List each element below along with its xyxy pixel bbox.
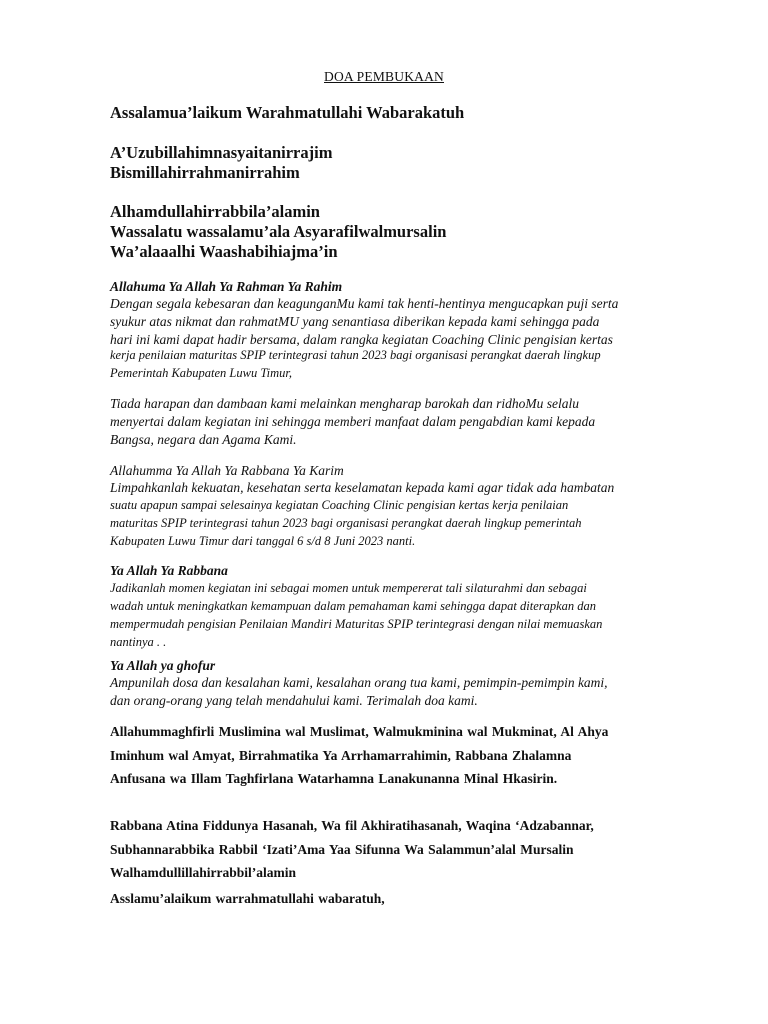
paragraph-line: wadah untuk meningkatkan kemampuan dalam pemahaman kami sehingga dapat diterapkan dan: [110, 599, 597, 613]
paragraph-line: Tiada harapan dan dambaan kami melainkan mengharap barokah dan ridhoMu selalu: [110, 396, 579, 411]
section1-paragraph-b: [110, 346, 694, 382]
basmalah-line: Bismillahirrahmanirrahim: [110, 163, 300, 182]
prayer-line: Walhamdullillahirrabbil’alamin: [110, 865, 297, 880]
section1-paragraph-a: [110, 295, 694, 349]
section2-paragraph: [110, 395, 694, 449]
paragraph-line: Ampunilah dosa dan kesalahan kami, kesalahan orang tua kami, pemimpin-pemimpin kami,: [110, 675, 608, 690]
section3-paragraph-a: [110, 479, 694, 497]
paragraph-line: Pemerintah Kabupaten Luwu Timur,: [110, 366, 292, 380]
hamdalah-line: Wa’alaaalhi Waashabihiajma’in: [110, 242, 338, 261]
section1-heading: Allahuma Ya Allah Ya Rahman Ya Rahim: [110, 279, 343, 294]
hamdalah-line: Wassalatu wassalamu’ala Asyarafilwalmursalin: [110, 222, 447, 241]
paragraph-line: menyertai dalam kegiatan ini sehingga memberi manfaat dalam pengabdian kami kepada: [110, 414, 596, 429]
paragraph-line: maturitas SPIP terintegrasi tahun 2023 bagi organisasi perangkat daerah lingkup pemerintah: [110, 516, 582, 530]
paragraph-line: Jadikanlah momen kegiatan ini sebagai momen untuk mempererat tali silaturahmi dan sebagai: [110, 581, 587, 595]
section4-paragraph: [110, 579, 694, 651]
paragraph-line: mempermudah pengisian Penilaian Mandiri Maturitas SPIP terintegrasi dengan nilai memuaskan: [110, 617, 603, 631]
paragraph-line: kerja penilaian maturitas SPIP terintegrasi tahun 2023 bagi organisasi perangkat daerah lingkup: [110, 348, 601, 362]
paragraph-line: nantinya . .: [110, 635, 167, 649]
paragraph-line: Limpahkanlah kekuatan, kesehatan serta keselamatan kepada kami agar tidak ada hambatan: [110, 480, 615, 495]
paragraph-line: suatu apapun sampai selesainya kegiatan Coaching Clinic pengisian kertas kerja penilaian: [110, 498, 569, 512]
section5-heading: Ya Allah ya ghofur: [110, 658, 216, 673]
section3-paragraph-b: [110, 496, 694, 550]
paragraph-line: hari ini kami dapat hadir bersama, dalam rangka kegiatan Coaching Clinic pengisian kertas: [110, 332, 613, 347]
section4-heading: Ya Allah Ya Rabbana: [110, 563, 228, 578]
hamdalah-block: [110, 202, 694, 262]
prayer-line: Allahummaghfirli Muslimina wal Muslimat, Walmukminina wal Mukminat, Al Ahya: [110, 724, 609, 739]
taawudz-line: A’Uzubillahimnasyaitanirrajim: [110, 143, 333, 162]
paragraph-line: Kabupaten Luwu Timur dari tanggal 6 s/d 8 Juni 2023 nanti.: [110, 534, 416, 548]
prayer-line: Iminhum wal Amyat, Birrahmatika Ya Arrhamarrahimin, Rabbana Zhalamna: [110, 747, 572, 763]
prayer-line: Subhannarabbika Rabbil ‘Izati’Ama Yaa Sifunna Wa Salammun’alal Mursalin: [110, 841, 574, 857]
section5-paragraph: [110, 674, 694, 710]
paragraph-line: dan orang-orang yang telah mendahului kami. Terimalah doa kami.: [110, 693, 478, 708]
prayer-line: Rabbana Atina Fiddunya Hasanah, Wa fil Akhiratihasanah, Waqina ‘Adzabannar,: [110, 818, 594, 833]
paragraph-line: Bangsa, negara dan Agama Kami.: [110, 432, 297, 447]
prayer-line: Anfusana wa Illam Taghfirlana Watarhamna Lanakunanna Minal Hkasirin.: [110, 771, 558, 786]
paragraph-line: syukur atas nikmat dan rahmatMU yang senantiasa diberikan kepada kami sehingga pada: [110, 314, 600, 329]
closing-greeting: Asslamu’alaikum warrahmatullahi wabaratuh,: [110, 891, 385, 906]
paragraph-line: Dengan segala kebesaran dan keagunganMu kami tak henti-hentinya mengucapkan puji serta: [110, 296, 619, 311]
document-title: DOA PEMBUKAAN: [324, 69, 444, 84]
section3-heading: Allahumma Ya Allah Ya Rabbana Ya Karim: [110, 463, 344, 478]
prayer-paragraph-2: [110, 814, 694, 885]
hamdalah-line: Alhamdullahirrabbila’alamin: [110, 202, 320, 221]
opening-greeting: Assalamua’laikum Warahmatullahi Wabarakatuh: [110, 103, 465, 122]
prayer-paragraph-1: [110, 720, 694, 791]
